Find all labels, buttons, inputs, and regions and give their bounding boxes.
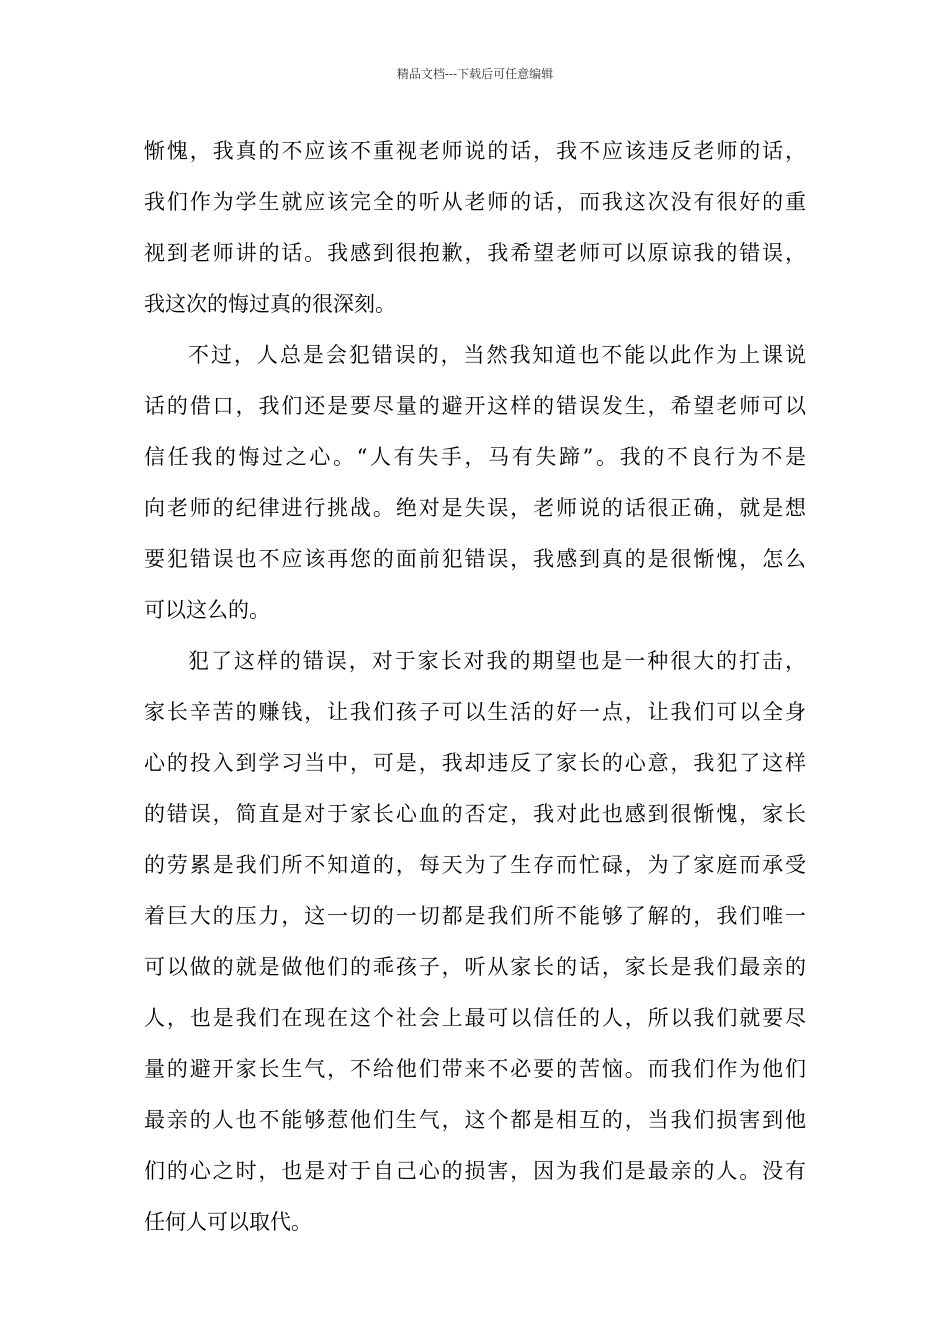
text-line: 我这次的悔过真的很深刻。	[144, 292, 396, 316]
text-line: 要犯错误也不应该再您的面前犯错误，我感到真的是很惭愧，怎么	[144, 547, 806, 571]
text-line: 心的投入到学习当中，可是，我却违反了家长的心意，我犯了这样	[144, 751, 806, 775]
document-body	[144, 126, 806, 1248]
text-line: 量的避开家长生气，不给他们带来不必要的苦恼。而我们作为他们	[144, 1057, 806, 1081]
text-line: 的劳累是我们所不知道的，每天为了生存而忙碌，为了家庭而承受	[144, 853, 806, 877]
text-line: 视到老师讲的话。我感到很抱歉，我希望老师可以原谅我的错误，	[144, 241, 806, 265]
text-line: 可以做的就是做他们的乖孩子，听从家长的话，家长是我们最亲的	[144, 955, 806, 979]
text-line: 着巨大的压力，这一切的一切都是我们所不能够了解的，我们唯一	[144, 904, 806, 928]
text-line: 最亲的人也不能够惹他们生气，这个都是相互的，当我们损害到他	[144, 1108, 806, 1132]
paragraph	[144, 636, 806, 1248]
text-line: 惭愧，我真的不应该不重视老师说的话，我不应该违反老师的话，	[144, 139, 806, 163]
text-line: 们的心之时，也是对于自己心的损害，因为我们是最亲的人。没有	[144, 1159, 806, 1183]
text-line: 我们作为学生就应该完全的听从老师的话，而我这次没有很好的重	[144, 190, 806, 214]
paragraph	[144, 126, 806, 330]
text-line: 的错误，简直是对于家长心血的否定，我对此也感到很惭愧，家长	[144, 802, 806, 826]
text-line: 向老师的纪律进行挑战。绝对是失误，老师说的话很正确，就是想	[144, 496, 806, 520]
text-line: 不过，人总是会犯错误的，当然我知道也不能以此作为上课说	[188, 343, 806, 367]
text-line: 犯了这样的错误，对于家长对我的期望也是一种很大的打击，	[188, 649, 806, 673]
text-line: 话的借口，我们还是要尽量的避开这样的错误发生，希望老师可以	[144, 394, 806, 418]
paragraph	[144, 330, 806, 636]
text-line: 可以这么的。	[144, 598, 270, 622]
text-line: 任何人可以取代。	[144, 1210, 312, 1234]
page-header: 精品文档---下载后可任意编辑	[396, 67, 554, 81]
text-line: 信任我的悔过之心。“人有失手，马有失蹄”。我的不良行为不是	[144, 445, 806, 469]
text-line: 人，也是我们在现在这个社会上最可以信任的人，所以我们就要尽	[144, 1006, 806, 1030]
text-line: 家长辛苦的赚钱，让我们孩子可以生活的好一点，让我们可以全身	[144, 700, 806, 724]
